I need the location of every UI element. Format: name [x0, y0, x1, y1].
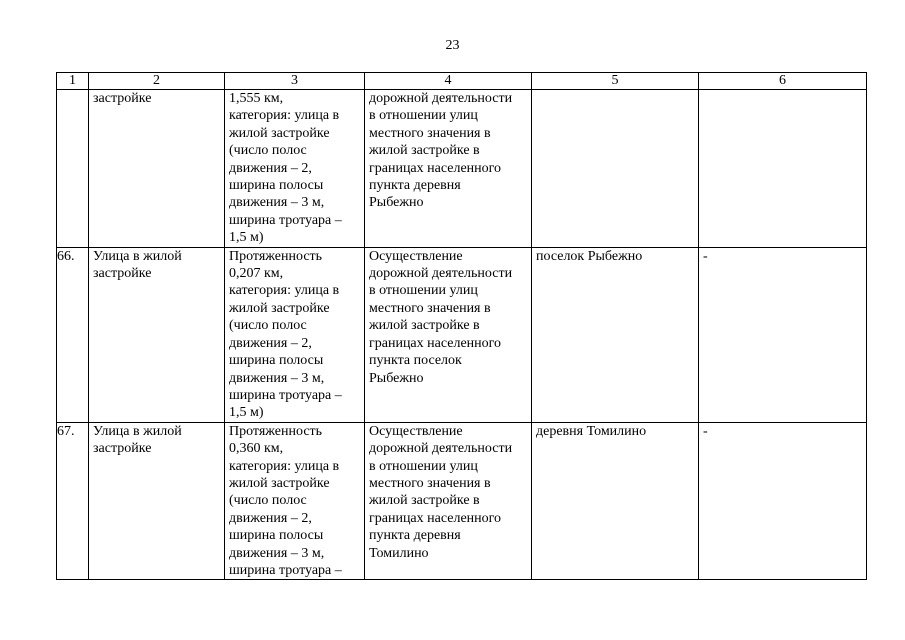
cell-text-line: 1,5 м) — [229, 230, 264, 246]
cell-text-line: жилой застройке — [229, 475, 330, 491]
cell-text-line: застройке — [93, 441, 152, 457]
cell-text-line: Томилино — [369, 545, 429, 561]
object-characteristics-cell — [225, 247, 365, 422]
page-number: 23 — [445, 38, 460, 53]
cell-text-line: дорожной деятельности — [369, 266, 513, 282]
table-row-67 — [57, 422, 867, 580]
header-col-6: 6 — [699, 73, 867, 90]
cell-text-line: пункта деревня — [369, 528, 461, 544]
cell-text-line: - — [703, 248, 708, 264]
object-name-cell — [89, 90, 225, 248]
cell-text-line: движения – 3 м, — [229, 370, 325, 386]
cell-text-line: (число полос — [229, 143, 307, 159]
cell-text-line: движения – 2, — [229, 510, 312, 526]
cell-text-line: движения – 3 м, — [229, 195, 325, 211]
cell-text-line: Улица в жилой — [93, 423, 182, 439]
object-characteristics-cell — [225, 422, 365, 580]
purpose-cell — [365, 247, 532, 422]
cell-text-line: Протяженность — [229, 423, 323, 439]
cell-text-line: местного значения в — [369, 475, 491, 491]
object-characteristics-cell — [225, 90, 365, 248]
cell-text-line: в отношении улиц — [369, 458, 478, 474]
cell-text-line: застройке — [93, 91, 152, 106]
cell-text-line: пункта деревня — [369, 178, 461, 194]
header-col-3: 3 — [225, 73, 365, 90]
table-row-continuation — [57, 90, 867, 248]
purpose-cell — [365, 90, 532, 248]
cell-text-line: жилой застройке в — [369, 493, 480, 509]
cell-text-line: местного значения в — [369, 300, 491, 316]
object-name-cell — [89, 247, 225, 422]
cell-text-line: 1,555 км, — [229, 91, 284, 106]
cell-text-line: категория: улица в — [229, 108, 340, 124]
zone-cell — [699, 247, 867, 422]
zone-cell — [699, 90, 867, 248]
cell-text-line: пункта поселок — [369, 353, 462, 369]
cell-text-line: границах населенного — [369, 160, 502, 176]
header-col-1: 1 — [57, 73, 89, 90]
cell-text-line: 0,207 км, — [229, 266, 284, 282]
table-row-66 — [57, 247, 867, 422]
cell-text-line: 0,360 км, — [229, 441, 284, 457]
cell-text-line: категория: улица в — [229, 283, 340, 299]
object-name-cell — [89, 422, 225, 580]
cell-text-line: границах населенного — [369, 510, 502, 526]
cell-text-line: застройке — [93, 266, 152, 282]
cell-text-line: ширина полосы — [229, 178, 324, 194]
row-number: 66. — [57, 247, 89, 422]
cell-text-line: (число полос — [229, 493, 307, 509]
cell-text-line: местного значения в — [369, 125, 491, 141]
cell-text-line: Осуществление — [369, 248, 463, 264]
cell-text-line: движения – 3 м, — [229, 545, 325, 561]
row-number: 67. — [57, 422, 89, 580]
purpose-cell — [365, 422, 532, 580]
cell-text-line: - — [703, 423, 708, 439]
cell-text-line: ширина тротуара – — [229, 212, 342, 228]
cell-text-line: жилой застройке в — [369, 318, 480, 334]
location-cell — [532, 422, 699, 580]
cell-text-line: дорожной деятельности — [369, 91, 513, 106]
cell-text-line: движения – 2, — [229, 335, 312, 351]
zone-cell — [699, 422, 867, 580]
cell-text-line: в отношении улиц — [369, 108, 478, 124]
cell-text-line: ширина полосы — [229, 353, 324, 369]
cell-text-line: жилой застройке в — [369, 143, 480, 159]
location-cell — [532, 90, 699, 248]
document-table — [56, 72, 867, 580]
cell-text-line: ширина полосы — [229, 528, 324, 544]
header-col-4: 4 — [365, 73, 532, 90]
cell-text-line: (число полос — [229, 318, 307, 334]
table-header-row — [57, 73, 867, 90]
location-cell — [532, 247, 699, 422]
header-col-5: 5 — [532, 73, 699, 90]
cell-text-line: границах населенного — [369, 335, 502, 351]
cell-text-line: Рыбежно — [369, 370, 424, 386]
cell-text-line: категория: улица в — [229, 458, 340, 474]
cell-text-line: жилой застройке — [229, 300, 330, 316]
cell-text-line: Протяженность — [229, 248, 323, 264]
cell-text-line: Осуществление — [369, 423, 463, 439]
cell-text-line: дорожной деятельности — [369, 441, 513, 457]
cell-text-line: Рыбежно — [369, 195, 424, 211]
row-number — [57, 90, 89, 248]
cell-text-line: деревня Томилино — [536, 423, 647, 439]
header-col-2: 2 — [89, 73, 225, 90]
cell-text-line: 1,5 м) — [229, 405, 264, 421]
cell-text-line: ширина тротуара – — [229, 562, 342, 578]
cell-text-line: поселок Рыбежно — [536, 248, 643, 264]
cell-text-line: движения – 2, — [229, 160, 312, 176]
cell-text-line: жилой застройке — [229, 125, 330, 141]
cell-text-line: Улица в жилой — [93, 248, 182, 264]
cell-text-line: ширина тротуара – — [229, 387, 342, 403]
cell-text-line: в отношении улиц — [369, 283, 478, 299]
